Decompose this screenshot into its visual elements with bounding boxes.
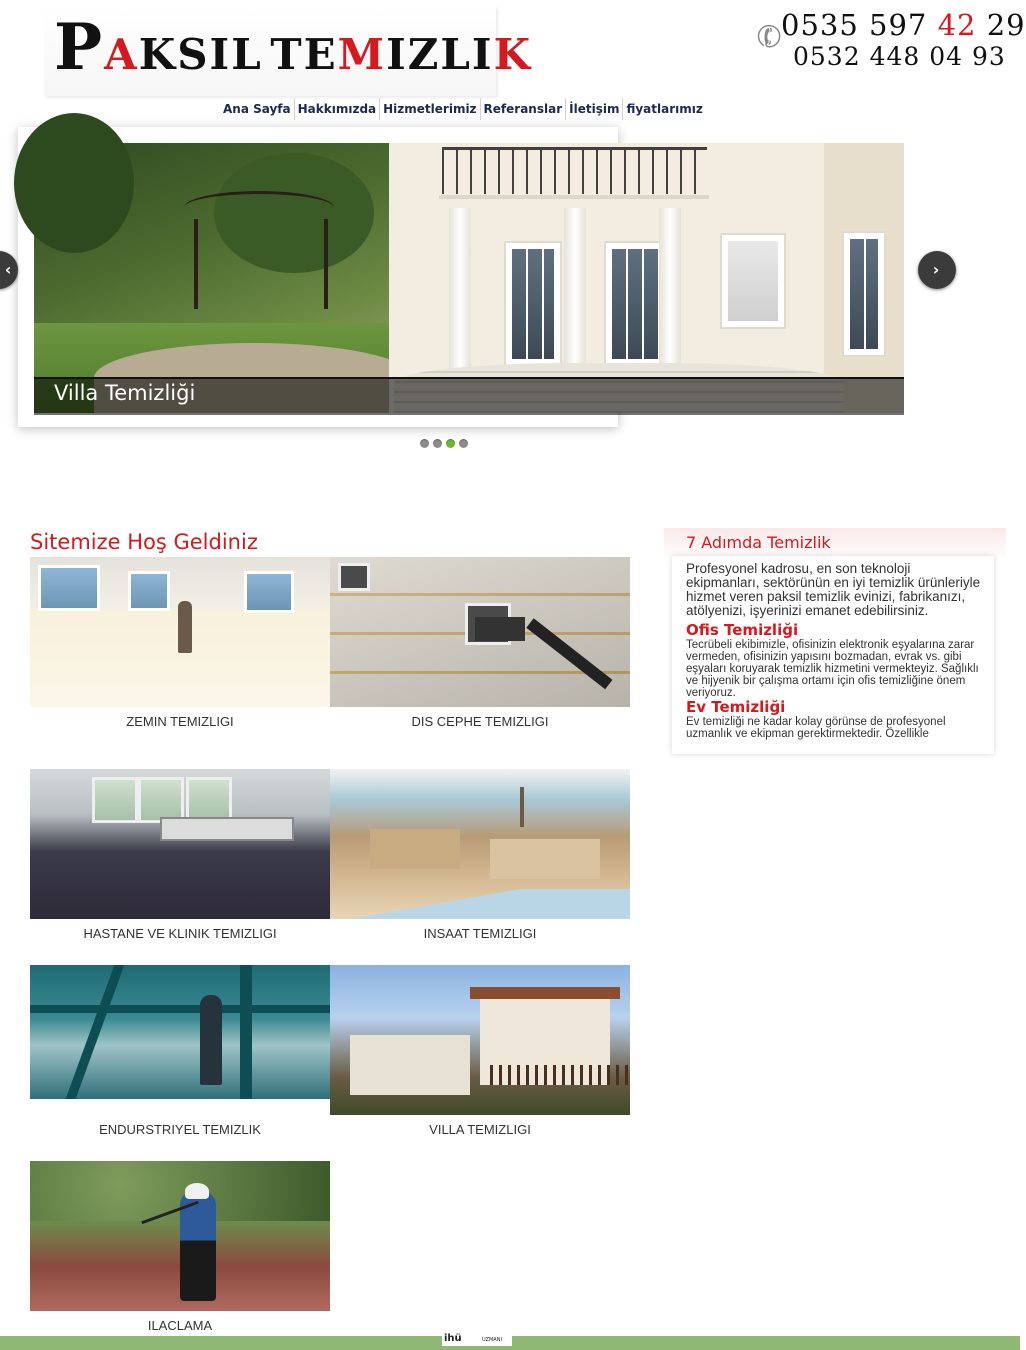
service-image-villa[interactable]: [330, 965, 630, 1115]
slide-gazebo: [184, 191, 334, 224]
service-tile[interactable]: [330, 965, 630, 1145]
sidebar-title: 7 Adımda Temizlik: [686, 533, 831, 552]
logo-letter: M: [337, 30, 387, 79]
chevron-right-icon: ›: [932, 260, 940, 279]
slide-window: [844, 233, 884, 355]
slider-prev-button[interactable]: [0, 251, 18, 289]
logo-letter: P: [54, 10, 105, 85]
service-tile[interactable]: [330, 769, 630, 949]
phone-secondary[interactable]: 0532 448 04 93: [793, 42, 1006, 71]
service-image-construction[interactable]: [330, 769, 630, 919]
sidebar-body: [686, 562, 986, 740]
phone-primary[interactable]: [781, 8, 1026, 42]
footer-logo-sub: UZMANI: [482, 1337, 502, 1343]
slide-column: [659, 208, 681, 383]
sidebar-heading-ofis: Ofis Temizliği: [686, 621, 799, 639]
sidebar-intro: Profesyonel kadrosu, en son teknoloji ekipmanları, sektörünün en iyi temizlik ürünleriyle hizmet veren paksil temizlik evinizi, fabrikanızı, atölyenizi, işyerinizi emanet edebilirsiniz.: [686, 561, 981, 618]
service-label[interactable]: INSAAT TEMIZLIGI: [423, 926, 537, 941]
sidebar-text-ofis: Tecrübeli ekibimizle, ofisinizin elektronik eşyalarına zarar vermeden, ofisinizin yapısını bozmadan, evrak vs. gibi eşyaları koruyarak temizlik hizmetini vermekteyiz. Sağlıklı ve hijyenik bir çalışma ortamı için ofis temizliğine önem veriyoruz.: [686, 639, 979, 699]
service-tile[interactable]: [30, 557, 330, 737]
service-tile[interactable]: [30, 1161, 330, 1341]
slide-railing: [442, 147, 707, 194]
logo-letter: K: [493, 30, 533, 79]
slider-dot[interactable]: [433, 439, 442, 448]
menu-item-fiyatlarimiz[interactable]: fiyatlarımız: [626, 102, 703, 116]
logo-letter: A: [104, 30, 139, 79]
service-label[interactable]: VILLA TEMIZLIGI: [429, 1122, 531, 1137]
sidebar-scroll-box[interactable]: [672, 556, 994, 754]
service-label[interactable]: ILACLAMA: [147, 1318, 213, 1333]
chevron-left-icon: ‹: [4, 260, 12, 279]
welcome-title: Sitemize Hoş Geldiniz: [30, 530, 258, 554]
sidebar-text-ev: Ev temizliği ne kadar kolay görünse de profesyonel uzmanlık ve ekipman gerektirmektedir. Özellikle: [686, 716, 946, 740]
footer-logo[interactable]: [442, 1330, 512, 1346]
slide-gazebo-pole: [324, 219, 328, 309]
phone-icon: ✆: [751, 16, 788, 59]
menu-item-ana-sayfa[interactable]: Ana Sayfa: [220, 98, 295, 120]
phone-primary-part: 29: [986, 8, 1026, 42]
slider-caption-text: Villa Temizliği: [54, 381, 196, 405]
service-label[interactable]: HASTANE VE KLINIK TEMIZLIGI: [83, 926, 277, 941]
site-logo[interactable]: [54, 10, 533, 87]
logo-letter: KSIL: [138, 30, 263, 79]
service-image-floor[interactable]: [30, 557, 330, 707]
service-label[interactable]: ENDURSTRIYEL TEMIZLIK: [99, 1122, 261, 1137]
footer-logo-text: ihü: [444, 1333, 462, 1344]
service-label[interactable]: ZEMIN TEMIZLIGI: [126, 714, 234, 729]
service-tile[interactable]: [330, 557, 630, 737]
menu-item-hakkimizda[interactable]: Hakkımızda: [295, 98, 381, 120]
phone-primary-part: 42: [937, 8, 977, 42]
service-tile[interactable]: [30, 965, 330, 1145]
slider-image[interactable]: [34, 143, 904, 413]
slide-window: [722, 235, 784, 327]
service-image-hospital[interactable]: [30, 769, 330, 919]
service-image-spraying[interactable]: [30, 1161, 330, 1311]
slide-column: [449, 208, 471, 383]
phone-primary-part: 0535 597: [781, 8, 928, 42]
service-image-facade[interactable]: [330, 557, 630, 707]
slide-tree: [14, 113, 134, 253]
slide-gazebo-pole: [194, 219, 198, 309]
sidebar-panel: [664, 528, 1006, 754]
menu-item-referanslar[interactable]: Referanslar: [481, 98, 567, 120]
slider-dot-active[interactable]: [446, 439, 455, 448]
slider-dot[interactable]: [420, 439, 429, 448]
slider-dots: [420, 439, 468, 448]
sidebar-heading-ev: Ev Temizliği: [686, 698, 786, 716]
logo-box: [44, 6, 533, 96]
slide-column: [564, 208, 586, 383]
service-tile[interactable]: [30, 769, 330, 949]
logo-letter: IZLI: [386, 30, 494, 79]
menu-item-iletisim[interactable]: İletişim: [566, 98, 623, 120]
slider-caption: [34, 377, 904, 415]
logo-letter: TE: [270, 30, 338, 79]
slider-dot[interactable]: [459, 439, 468, 448]
slider-next-button[interactable]: [918, 251, 956, 289]
main-menu: [220, 97, 706, 121]
service-label[interactable]: DIS CEPHE TEMIZLIGI: [411, 714, 549, 729]
slide-window: [506, 243, 560, 365]
menu-item-hizmetlerimiz[interactable]: Hizmetlerimiz: [380, 98, 480, 120]
service-image-industrial[interactable]: [30, 965, 330, 1099]
phone-block: [751, 8, 1026, 72]
